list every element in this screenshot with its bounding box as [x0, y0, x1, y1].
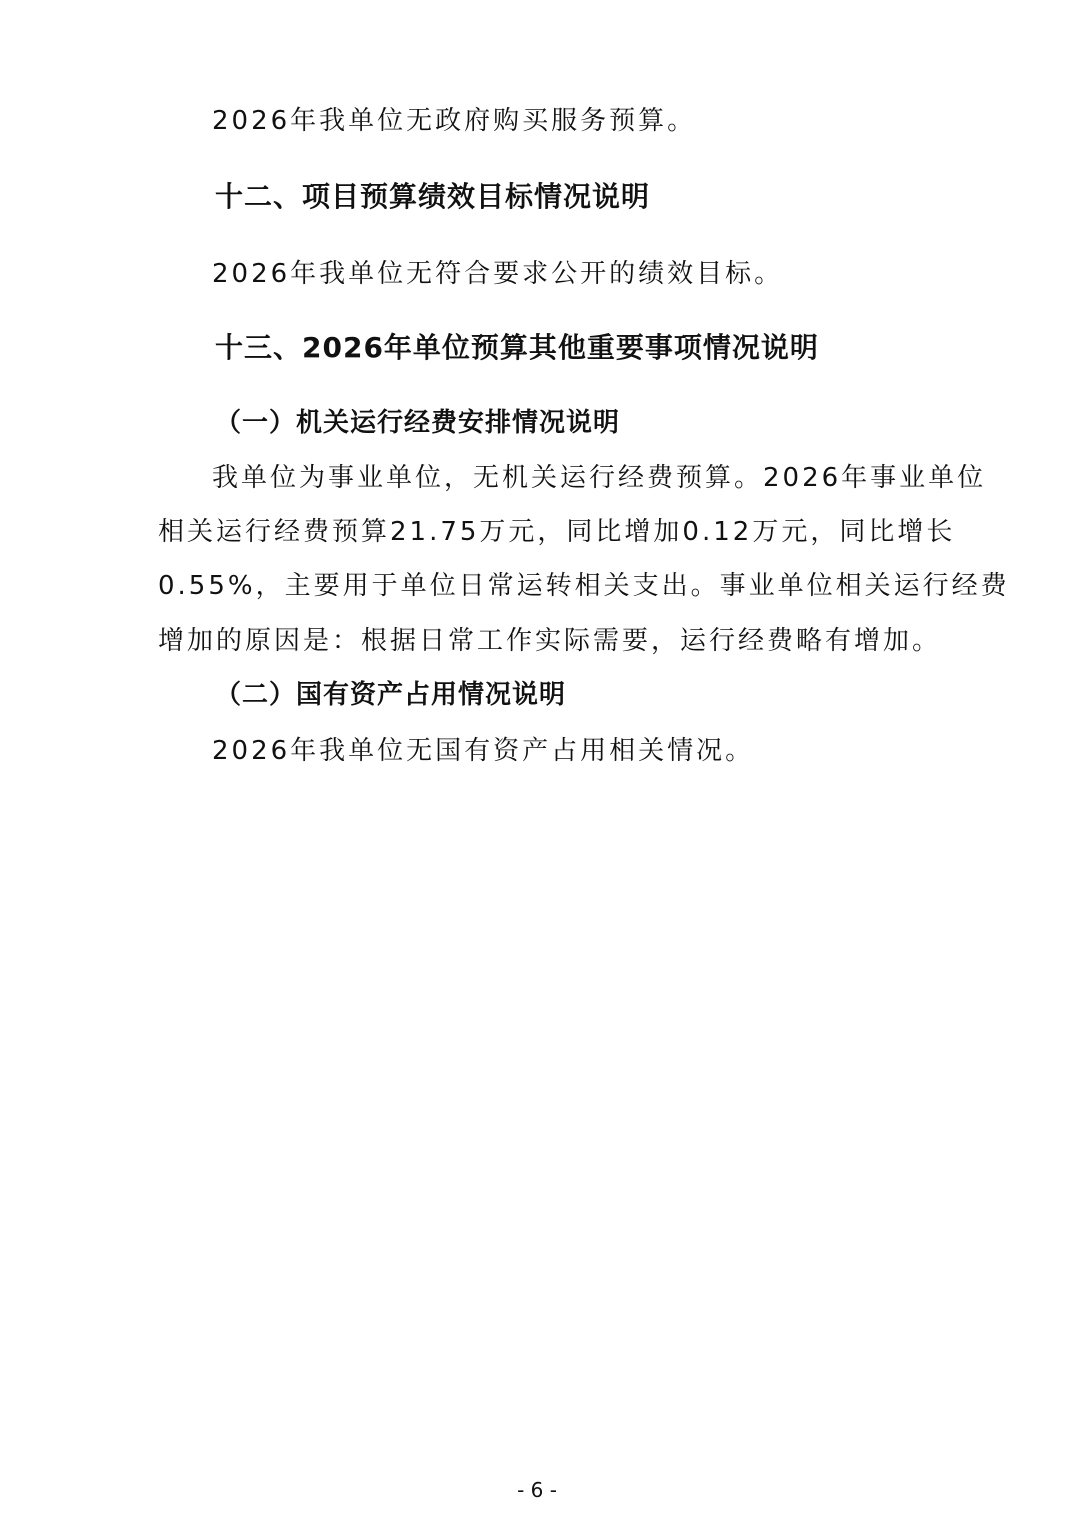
- subsection-2-heading: （二）国有资产占用情况说明: [215, 680, 567, 710]
- paragraph-sub2: 2026年我单位无国有资产占用相关情况。: [212, 736, 755, 766]
- section-13-heading: 十三、2026年单位预算其他重要事项情况说明: [215, 331, 819, 364]
- paragraph-purchase-services: 2026年我单位无政府购买服务预算。: [212, 106, 697, 136]
- subsection-1-heading: （一）机关运行经费安排情况说明: [215, 408, 621, 438]
- section-12-heading: 十二、项目预算绩效目标情况说明: [215, 180, 651, 213]
- paragraph-sub1-line-1: 我单位为事业单位，无机关运行经费预算。2026年事业单位: [212, 463, 987, 493]
- paragraph-sub1-line-3: 0.55%，主要用于单位日常运转相关支出。事业单位相关运行经费: [158, 571, 1010, 601]
- page-number: - 6 -: [517, 1478, 557, 1502]
- paragraph-section-12: 2026年我单位无符合要求公开的绩效目标。: [212, 259, 784, 289]
- paragraph-sub1-line-4: 增加的原因是：根据日常工作实际需要，运行经费略有增加。: [158, 626, 942, 656]
- paragraph-sub1-line-2: 相关运行经费预算21.75万元，同比增加0.12万元，同比增长: [158, 517, 956, 547]
